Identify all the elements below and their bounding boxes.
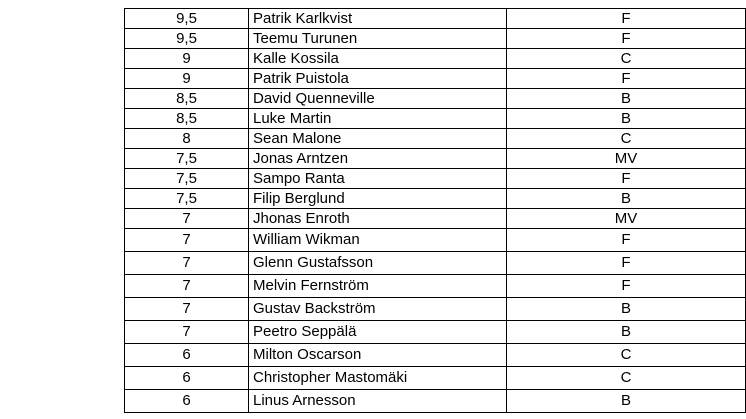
score-cell: 9,5 [125, 29, 249, 49]
score-cell: 7 [125, 229, 249, 252]
position-cell: B [507, 89, 746, 109]
table-row [125, 367, 746, 390]
player-name-cell: Filip Berglund [249, 189, 507, 209]
position-cell: B [507, 189, 746, 209]
player-name-cell: Luke Martin [249, 109, 507, 129]
player-name-cell: Sampo Ranta [249, 169, 507, 189]
score-cell: 8,5 [125, 89, 249, 109]
player-name-cell: Milton Oscarson [249, 344, 507, 367]
table-row [125, 169, 746, 189]
score-cell: 7 [125, 252, 249, 275]
position-cell: C [507, 129, 746, 149]
player-name-cell: Sean Malone [249, 129, 507, 149]
score-cell: 6 [125, 390, 249, 413]
player-name-cell: Teemu Turunen [249, 29, 507, 49]
position-cell: C [507, 344, 746, 367]
score-cell: 7,5 [125, 189, 249, 209]
player-name-cell: Patrik Karlkvist [249, 9, 507, 29]
table-row [125, 9, 746, 29]
score-cell: 9,5 [125, 9, 249, 29]
table-row [125, 89, 746, 109]
score-cell: 6 [125, 367, 249, 390]
position-cell: F [507, 69, 746, 89]
score-cell: 8,5 [125, 109, 249, 129]
player-name-cell: Christopher Mastomäki [249, 367, 507, 390]
score-cell: 9 [125, 69, 249, 89]
position-cell: MV [507, 209, 746, 229]
table-row [125, 344, 746, 367]
table-row [125, 275, 746, 298]
table-row [125, 149, 746, 169]
score-cell: 7 [125, 275, 249, 298]
table-row [125, 298, 746, 321]
score-cell: 7,5 [125, 149, 249, 169]
position-cell: F [507, 29, 746, 49]
table-row [125, 109, 746, 129]
position-cell: MV [507, 149, 746, 169]
table-row [125, 252, 746, 275]
score-cell: 9 [125, 49, 249, 69]
position-cell: C [507, 49, 746, 69]
position-cell: B [507, 390, 746, 413]
position-cell: B [507, 109, 746, 129]
player-name-cell: Jonas Arntzen [249, 149, 507, 169]
player-name-cell: Gustav Backström [249, 298, 507, 321]
table-row [125, 229, 746, 252]
player-name-cell: Linus Arnesson [249, 390, 507, 413]
table-row [125, 321, 746, 344]
player-name-cell: Kalle Kossila [249, 49, 507, 69]
position-cell: C [507, 367, 746, 390]
table-row [125, 209, 746, 229]
position-cell: F [507, 229, 746, 252]
table-row [125, 189, 746, 209]
table-row [125, 29, 746, 49]
position-cell: F [507, 252, 746, 275]
score-cell: 7 [125, 209, 249, 229]
table-row [125, 129, 746, 149]
position-cell: B [507, 321, 746, 344]
player-name-cell: David Quenneville [249, 89, 507, 109]
player-name-cell: Patrik Puistola [249, 69, 507, 89]
score-cell: 8 [125, 129, 249, 149]
player-name-cell: Melvin Fernström [249, 275, 507, 298]
position-cell: F [507, 169, 746, 189]
player-name-cell: William Wikman [249, 229, 507, 252]
player-name-cell: Peetro Seppälä [249, 321, 507, 344]
player-name-cell: Glenn Gustafsson [249, 252, 507, 275]
position-cell: B [507, 298, 746, 321]
player-table [124, 8, 746, 413]
player-table-body [125, 9, 746, 413]
table-row [125, 49, 746, 69]
score-cell: 7 [125, 321, 249, 344]
position-cell: F [507, 9, 746, 29]
score-cell: 7,5 [125, 169, 249, 189]
player-name-cell: Jhonas Enroth [249, 209, 507, 229]
position-cell: F [507, 275, 746, 298]
table-row [125, 69, 746, 89]
table-row [125, 390, 746, 413]
score-cell: 6 [125, 344, 249, 367]
score-cell: 7 [125, 298, 249, 321]
